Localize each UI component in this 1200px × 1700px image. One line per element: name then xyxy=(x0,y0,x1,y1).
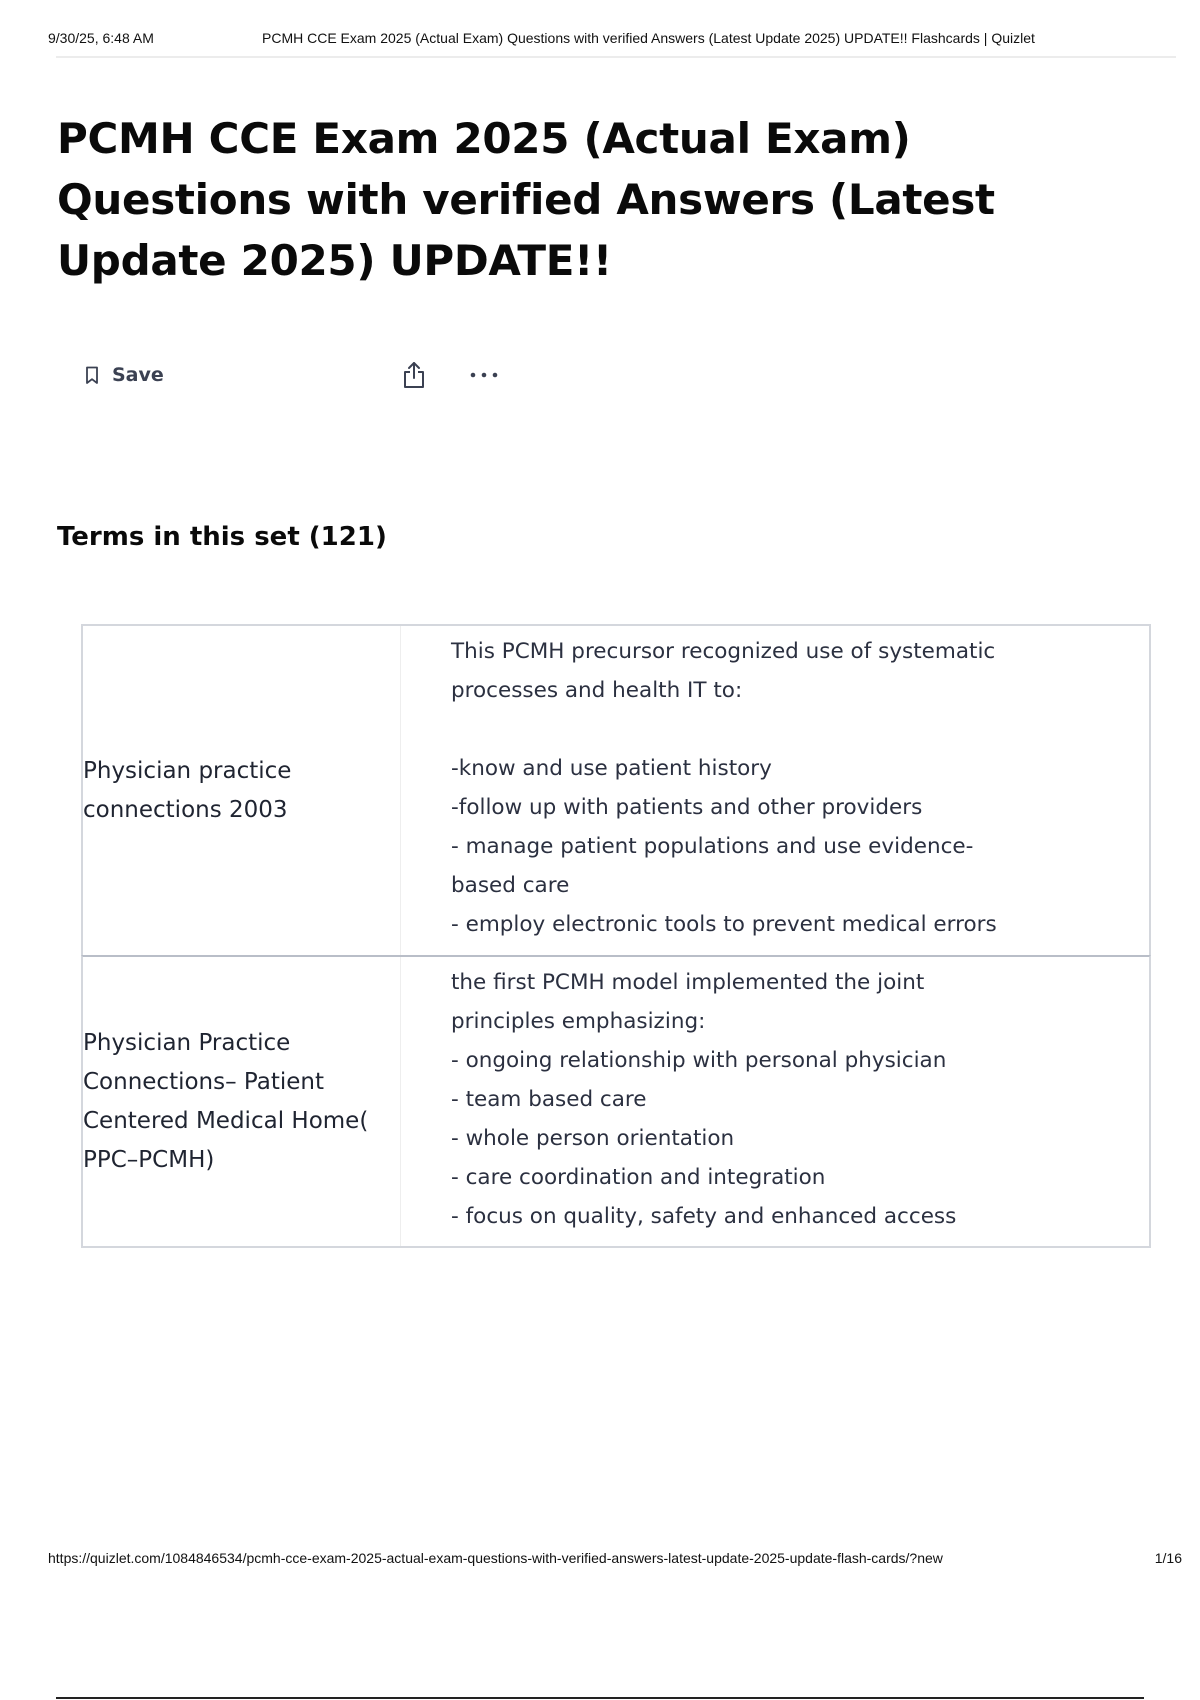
bottom-divider xyxy=(56,1697,1144,1699)
card-term xyxy=(83,626,401,955)
more-options-button[interactable] xyxy=(467,360,501,390)
card-definition xyxy=(401,957,1149,1246)
page-number: 1/16 xyxy=(1154,1550,1182,1566)
definition-line: based care xyxy=(451,873,570,898)
save-button[interactable] xyxy=(85,360,164,390)
definition-line: - focus on quality, safety and enhanced access xyxy=(451,1204,957,1229)
print-header xyxy=(48,30,1152,50)
flashcard-row[interactable] xyxy=(81,624,1151,957)
definition-line: - manage patient populations and use evidence- xyxy=(451,834,974,859)
flashcard-row[interactable] xyxy=(81,955,1151,1248)
definition-line: -know and use patient history xyxy=(451,756,772,781)
definition-blank-line xyxy=(451,710,1149,749)
more-options-icon xyxy=(467,377,501,394)
print-date: 9/30/25, 6:48 AM xyxy=(48,30,154,46)
save-label: Save xyxy=(112,364,164,386)
card-definition xyxy=(401,626,1149,955)
share-button[interactable] xyxy=(399,360,429,390)
term-text: Physician Practice Connections– Patient Centered Medical Home( PPC–PCMH) xyxy=(83,1029,369,1173)
definition-line: principles emphasizing: xyxy=(451,1009,706,1034)
bookmark-icon xyxy=(85,366,99,385)
definition-line: This PCMH precursor recognized use of systematic xyxy=(451,639,996,664)
terms-heading: Terms in this set (121) xyxy=(57,522,387,552)
definition-line: processes and health IT to: xyxy=(451,678,743,703)
page-title: PCMH CCE Exam 2025 (Actual Exam) Questions with verified Answers (Latest Update 2025) UPDATE!! xyxy=(57,114,995,285)
share-icon xyxy=(399,377,429,394)
definition-line: - ongoing relationship with personal physician xyxy=(451,1048,947,1073)
card-term xyxy=(83,957,401,1246)
print-doc-title: PCMH CCE Exam 2025 (Actual Exam) Questions with verified Answers (Latest Update 2025) UPDATE!! Flashcards | Quizlet xyxy=(262,30,1035,46)
term-text: Physician practice connections 2003 xyxy=(83,757,292,823)
flashcard-list xyxy=(81,624,1151,1248)
definition-line: - care coordination and integration xyxy=(451,1165,826,1190)
set-toolbar xyxy=(85,360,525,390)
definition-line: -follow up with patients and other providers xyxy=(451,795,923,820)
definition-line: - employ electronic tools to prevent medical errors xyxy=(451,912,997,937)
print-url: https://quizlet.com/1084846534/pcmh-cce-exam-2025-actual-exam-questions-with-verified-answers-latest-update-2025-update-flash-cards/?new xyxy=(48,1550,943,1566)
definition-line: the first PCMH model implemented the joint xyxy=(451,970,925,995)
definition-line: - whole person orientation xyxy=(451,1126,735,1151)
header-divider xyxy=(56,56,1176,58)
definition-line: - team based care xyxy=(451,1087,647,1112)
